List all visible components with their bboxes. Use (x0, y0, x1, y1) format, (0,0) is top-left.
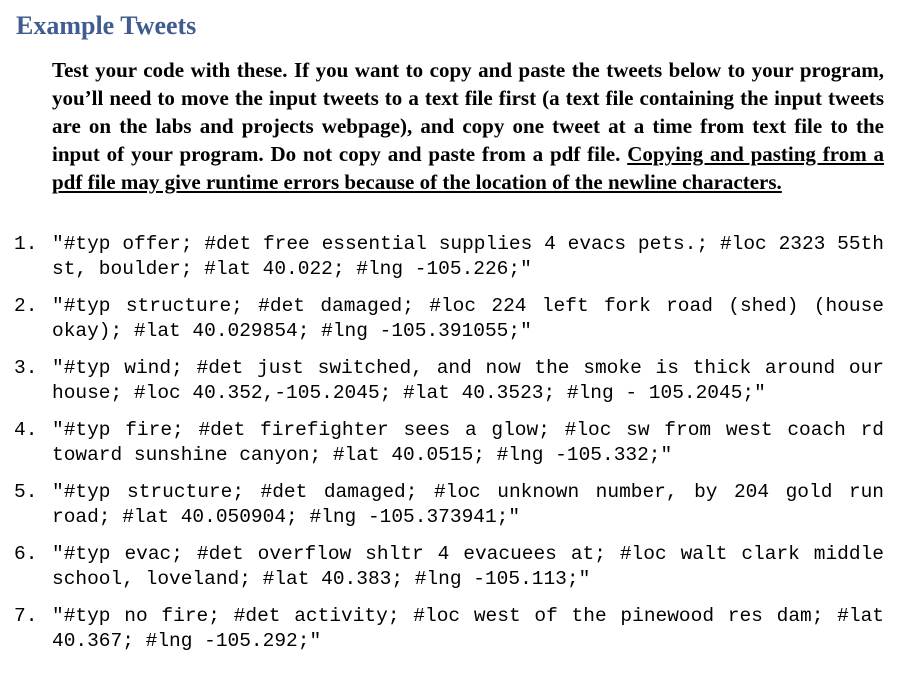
tweet-number: 4. (14, 419, 38, 441)
tweet-number: 2. (14, 295, 38, 317)
tweet-item (0, 542, 910, 592)
intro-paragraph (52, 56, 884, 196)
tweet-item (0, 232, 910, 282)
tweet-number: 3. (14, 357, 38, 379)
tweet-number: 7. (14, 605, 38, 627)
tweet-list (0, 232, 910, 654)
tweet-text: "#typ offer; #det free essential supplies 4 evacs pets.; #loc 2323 55th st, boulder; #lat 40.022; #lng -105.226;" (52, 233, 884, 280)
tweet-text: "#typ wind; #det just switched, and now the smoke is thick around our house; #loc 40.352,-105.2045; #lat 40.3523; #lng - 105.2045;" (52, 357, 884, 404)
tweet-item (0, 356, 910, 406)
tweet-text: "#typ no fire; #det activity; #loc west of the pinewood res dam; #lat 40.367; #lng -105.292;" (52, 605, 884, 652)
pdf-warning: Copying and pasting from a pdf file may give runtime errors because of the location of the newline characters. (52, 142, 885, 194)
tweet-text: "#typ structure; #det damaged; #loc unknown number, by 204 gold run road; #lat 40.050904; #lng -105.373941;" (52, 481, 884, 528)
tweet-item (0, 294, 910, 344)
tweet-text: "#typ evac; #det overflow shltr 4 evacuees at; #loc walt clark middle school, loveland; #lat 40.383; #lng -105.113;" (52, 543, 884, 590)
tweet-number: 6. (14, 543, 38, 565)
intro-text: Test your code with these. If you want to copy and paste the tweets below to your program, you’ll need to move the input tweets to a text file first (a text file containing the input tweets are on the labs and projects webpage), and copy one tweet at a time from text file to the input of your program. Do not copy and paste from a pdf file. (52, 58, 884, 166)
tweet-item (0, 480, 910, 530)
tweet-text: "#typ fire; #det firefighter sees a glow; #loc sw from west coach rd toward sunshine canyon; #lat 40.0515; #lng -105.332;" (52, 419, 884, 466)
tweet-text: "#typ structure; #det damaged; #loc 224 left fork road (shed) (house okay); #lat 40.029854; #lng -105.391055;" (52, 295, 884, 342)
section-title: Example Tweets (16, 11, 197, 40)
tweet-number: 5. (14, 481, 38, 503)
tweet-item (0, 604, 910, 654)
tweet-item (0, 418, 910, 468)
tweet-number: 1. (14, 233, 38, 255)
